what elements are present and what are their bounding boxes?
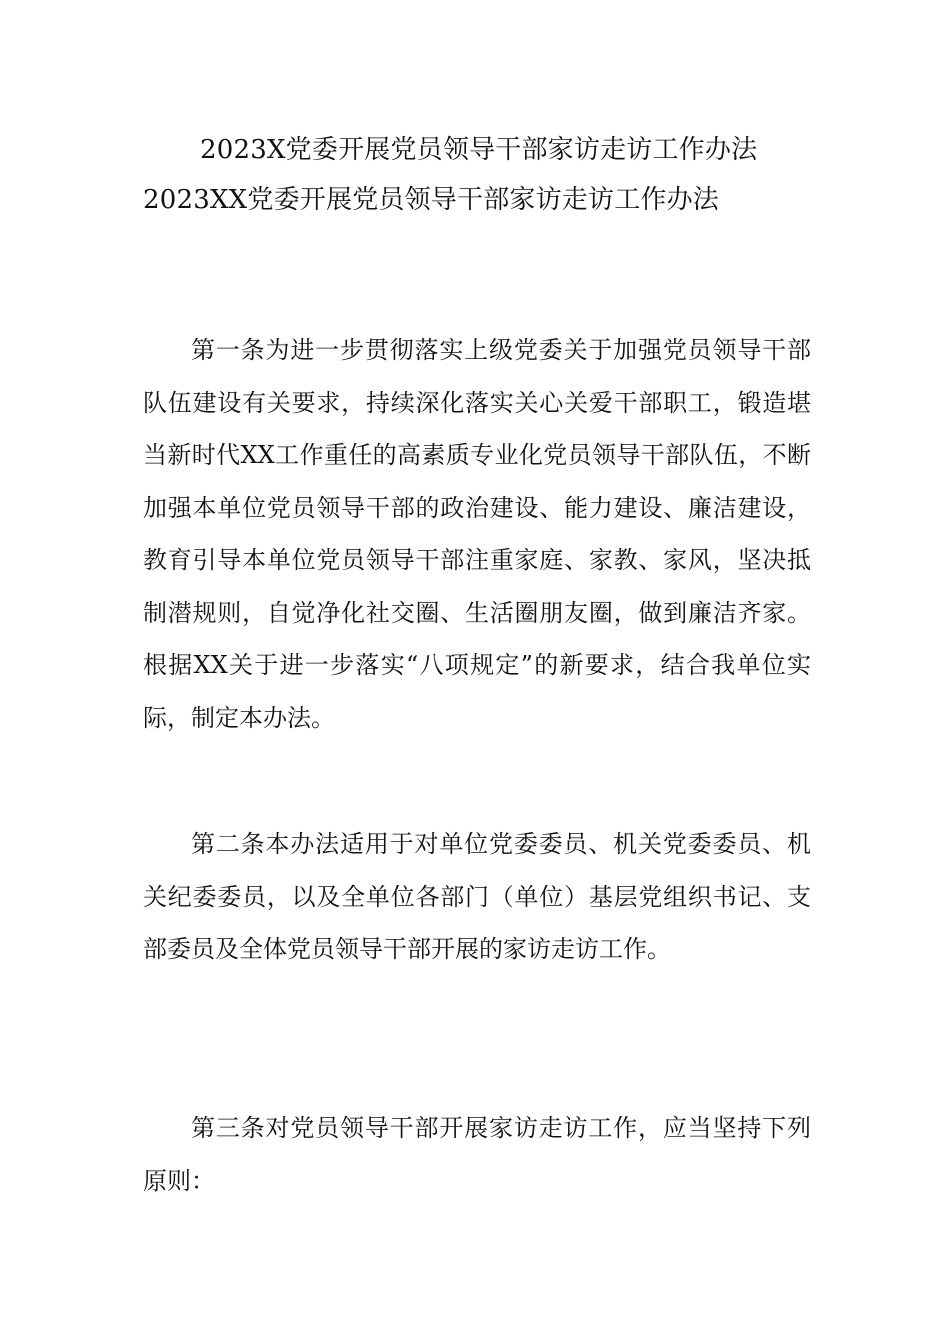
article-1-paragraph: 第一条为进一步贯彻落实上级党委关于加强党员领导干部队伍建设有关要求，持续深化落实关心关爱干部职工，锻造堪当新时代XX工作重任的高素质专业化党员领导干部队伍，不断加强本单位党员领导干部的政治建设、能力建设、廉洁建设，教育引导本单位党员领导干部注重家庭、家教、家风，坚决抵制潜规则，自觉净化社交圈、生活圈朋友圈，做到廉洁齐家。根据XX关于进一步落实“八项规定”的新要求，结合我单位实际，制定本办法。 <box>143 336 811 732</box>
document-subtitle: 2023XX党委开展党员领导干部家访走访工作办法 <box>143 185 719 215</box>
article-2-paragraph: 第二条本办法适用于对单位党委委员、机关党委委员、机关纪委委员，以及全单位各部门（单位）基层党组织书记、支部委员及全体党员领导干部开展的家访走访工作。 <box>143 830 811 963</box>
document-title: 2023X党委开展党员领导干部家访走访工作办法 <box>200 135 758 165</box>
article-3-paragraph: 第三条对党员领导干部开展家访走访工作，应当坚持下列原则： <box>143 1114 811 1195</box>
